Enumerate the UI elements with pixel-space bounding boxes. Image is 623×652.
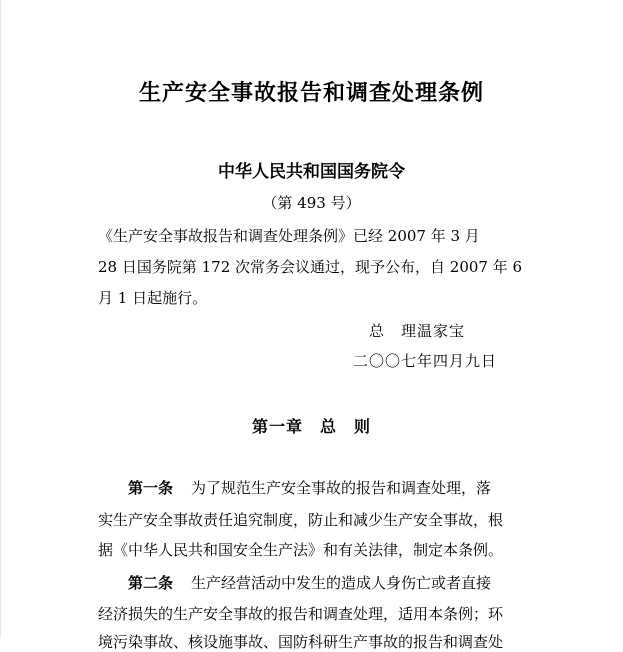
chapter-heading: 第一章 总 则 — [251, 417, 371, 436]
article-1-line-1 — [128, 478, 491, 498]
signature-title: 总 理温家宝 — [369, 322, 466, 340]
decree-number: （第 493 号） — [262, 194, 361, 212]
article-1-line-3: 据《中华人民共和国安全生产法》和有关法律，制定本条例。 — [98, 541, 504, 559]
article-2-line-2: 经济损失的生产安全事故的报告和调查处理，适用本条例；环 — [98, 605, 504, 623]
article-2-line-1 — [128, 573, 491, 593]
promulgation-line-1: 《生产安全事故报告和调查处理条例》已经 2007 年 3 月 — [98, 227, 480, 245]
article-1-line-2: 实生产安全事故责任追究制度，防止和减少生产安全事故，根 — [98, 511, 504, 529]
document-title: 生产安全事故报告和调查处理条例 — [138, 80, 484, 106]
promulgation-line-2: 28 日国务院第 172 次常务会议通过，现予公布，自 2007 年 6 — [98, 258, 523, 276]
article-2-line-3: 境污染事故、核设施事故、国防科研生产事故的报告和调查处 — [98, 633, 504, 651]
decree-title: 中华人民共和国国务院令 — [218, 162, 405, 182]
article-1-text-1: 为了规范生产安全事故的报告和调查处理，落 — [191, 479, 492, 497]
article-1-label: 第一条 — [128, 479, 174, 497]
article-2-label: 第二条 — [128, 574, 174, 592]
promulgation-line-3: 月 1 日起施行。 — [98, 289, 208, 307]
article-2-text-1: 生产经营活动中发生的造成人身伤亡或者直接 — [191, 574, 492, 592]
signature-date: 二〇〇七年四月九日 — [353, 352, 498, 370]
